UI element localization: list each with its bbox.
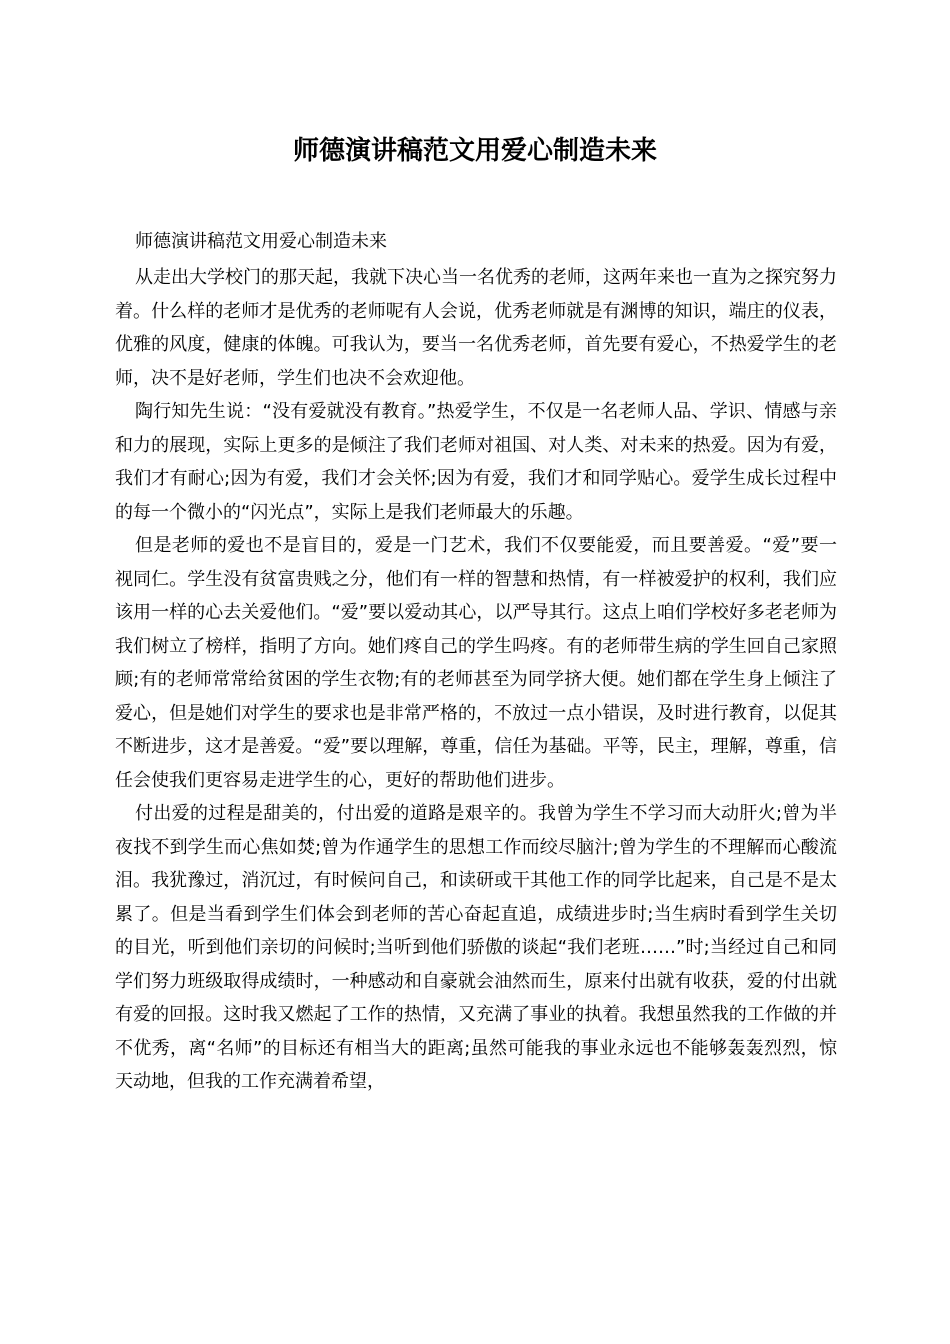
paragraph: 付出爱的过程是甜美的，付出爱的道路是艰辛的。我曾为学生不学习而大动肝火;曾为半夜找不到学生而心焦如焚;曾为作通学生的思想工作而绞尽脑汁;曾为学生的不理解而心酸流泪。我犹豫过，消沉过，有时候问自己，和读研或干其他工作的同学比起来，自己是不是太累了。但是当看到学生们体会到老师的苦心奋起直追，成绩进步时;当生病时看到学生关切的目光，听到他们亲切的问候时;当听到他们骄傲的谈起“我们老班……”时;当经过自己和同学们努力班级取得成绩时，一种感动和自豪就会油然而生，原来付出就有收获，爱的付出就有爱的回报。这时我又燃起了工作的热情，又充满了事业的执着。我想虽然我的工作做的并不优秀，离“名师”的目标还有相当大的距离;虽然可能我的事业永远也不能够轰轰烈烈，惊天动地，但我的工作充满着希望， [115, 803, 837, 1092]
document-body [115, 261, 837, 1099]
paragraph: 陶行知先生说：“没有爱就没有教育。”热爱学生，不仅是一名老师人品、学识、情感与亲和力的展现，实际上更多的是倾注了我们老师对祖国、对人类、对未来的热爱。因为有爱，我们才有耐心;因为有爱，我们才会关怀;因为有爱，我们才和同学贴心。爱学生成长过程中的每一个微小的“闪光点”，实际上是我们老师最大的乐趣。 [115, 401, 837, 523]
document-subtitle: 师德演讲稿范文用爱心制造未来 [135, 231, 387, 252]
paragraph: 从走出大学校门的那天起，我就下决心当一名优秀的老师，这两年来也一直为之探究努力着。什么样的老师才是优秀的老师呢有人会说，优秀老师就是有渊博的知识，端庄的仪表，优雅的风度，健康的体魄。可我认为，要当一名优秀老师，首先要有爱心，不热爱学生的老师，决不是好老师，学生们也决不会欢迎他。 [115, 267, 837, 389]
document-title: 师德演讲稿范文用爱心制造未来 [292, 136, 657, 166]
paragraph: 但是老师的爱也不是盲目的，爱是一门艺术，我们不仅要能爱，而且要善爱。“爱”要一视同仁。学生没有贫富贵贱之分，他们有一样的智慧和热情，有一样被爱护的权利，我们应该用一样的心去关爱他们。“爱”要以爱动其心，以严导其行。这点上咱们学校好多老老师为我们树立了榜样，指明了方向。她们疼自己的学生吗疼。有的老师带生病的学生回自己家照顾;有的老师常常给贫困的学生衣物;有的老师甚至为同学挤大便。她们都在学生身上倾注了爱心，但是她们对学生的要求也是非常严格的，不放过一点小错误，及时进行教育，以促其不断进步，这才是善爱。“爱”要以理解，尊重，信任为基础。平等，民主，理解，尊重，信任会使我们更容易走进学生的心，更好的帮助他们进步。 [115, 535, 837, 791]
